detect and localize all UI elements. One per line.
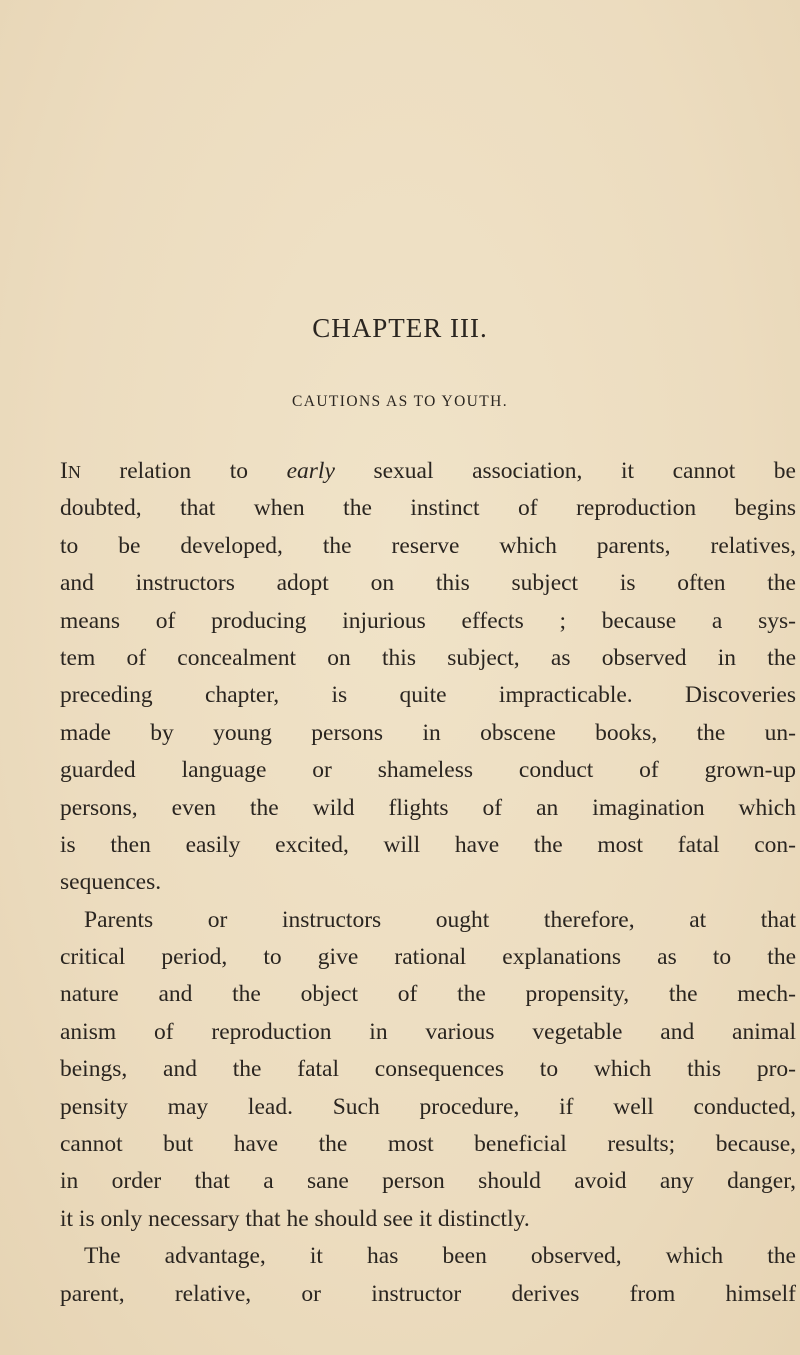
text-line-23: parent, relative, or instructor derives from himself bbox=[60, 1280, 796, 1307]
text-line-1 bbox=[60, 453, 796, 490]
text-line-2: doubted, that when the instinct of reproduction begins bbox=[60, 495, 796, 522]
text-line-13: Parents or instructors ought therefore, at that bbox=[84, 906, 796, 933]
text-line-4: and instructors adopt on this subject is often the bbox=[60, 570, 796, 597]
text-line-16: anism of reproduction in various vegetable and animal bbox=[60, 1018, 796, 1045]
text-line-21: it is only necessary that he should see it distinctly. bbox=[60, 1205, 530, 1232]
text-line-7: preceding chapter, is quite impracticable. Discoveries bbox=[60, 682, 796, 709]
text-line-5: means of producing injurious effects ; because a sys- bbox=[60, 607, 796, 634]
text-line-17: beings, and the fatal consequences to which this pro- bbox=[60, 1056, 796, 1083]
dropcap-rest: N bbox=[67, 462, 81, 482]
text-line-3: to be developed, the reserve which parents, relatives, bbox=[60, 532, 796, 559]
text-line-14: critical period, to give rational explanations as to the bbox=[60, 944, 796, 971]
dropcap-initial: I bbox=[60, 458, 68, 484]
text-fragment: relation to bbox=[80, 458, 287, 484]
text-fragment: sexual association, it cannot be bbox=[334, 458, 796, 484]
text-line-22: The advantage, it has been observed, which the bbox=[84, 1243, 796, 1270]
text-line-12: sequences. bbox=[60, 869, 162, 896]
text-line-6: tem of concealment on this subject, as observed in the bbox=[60, 644, 796, 671]
body-text bbox=[60, 453, 796, 1313]
text-line-8: made by young persons in obscene books, the un- bbox=[60, 719, 796, 746]
text-line-15: nature and the object of the propensity, the mech- bbox=[60, 981, 796, 1008]
emphasized-word: early bbox=[286, 458, 335, 484]
chapter-subtitle: CAUTIONS AS TO YOUTH. bbox=[292, 393, 508, 410]
text-line-9: guarded language or shameless conduct of grown-up bbox=[60, 757, 796, 784]
text-line-18: pensity may lead. Such procedure, if well conducted, bbox=[60, 1093, 796, 1120]
text-line-19: cannot but have the most beneficial results; because, bbox=[60, 1131, 796, 1158]
chapter-title: CHAPTER III. bbox=[312, 313, 488, 343]
text-line-20: in order that a sane person should avoid any danger, bbox=[60, 1168, 796, 1195]
text-line-11: is then easily excited, will have the most fatal con- bbox=[60, 831, 796, 858]
text-line-10: persons, even the wild flights of an imagination which bbox=[60, 794, 796, 821]
